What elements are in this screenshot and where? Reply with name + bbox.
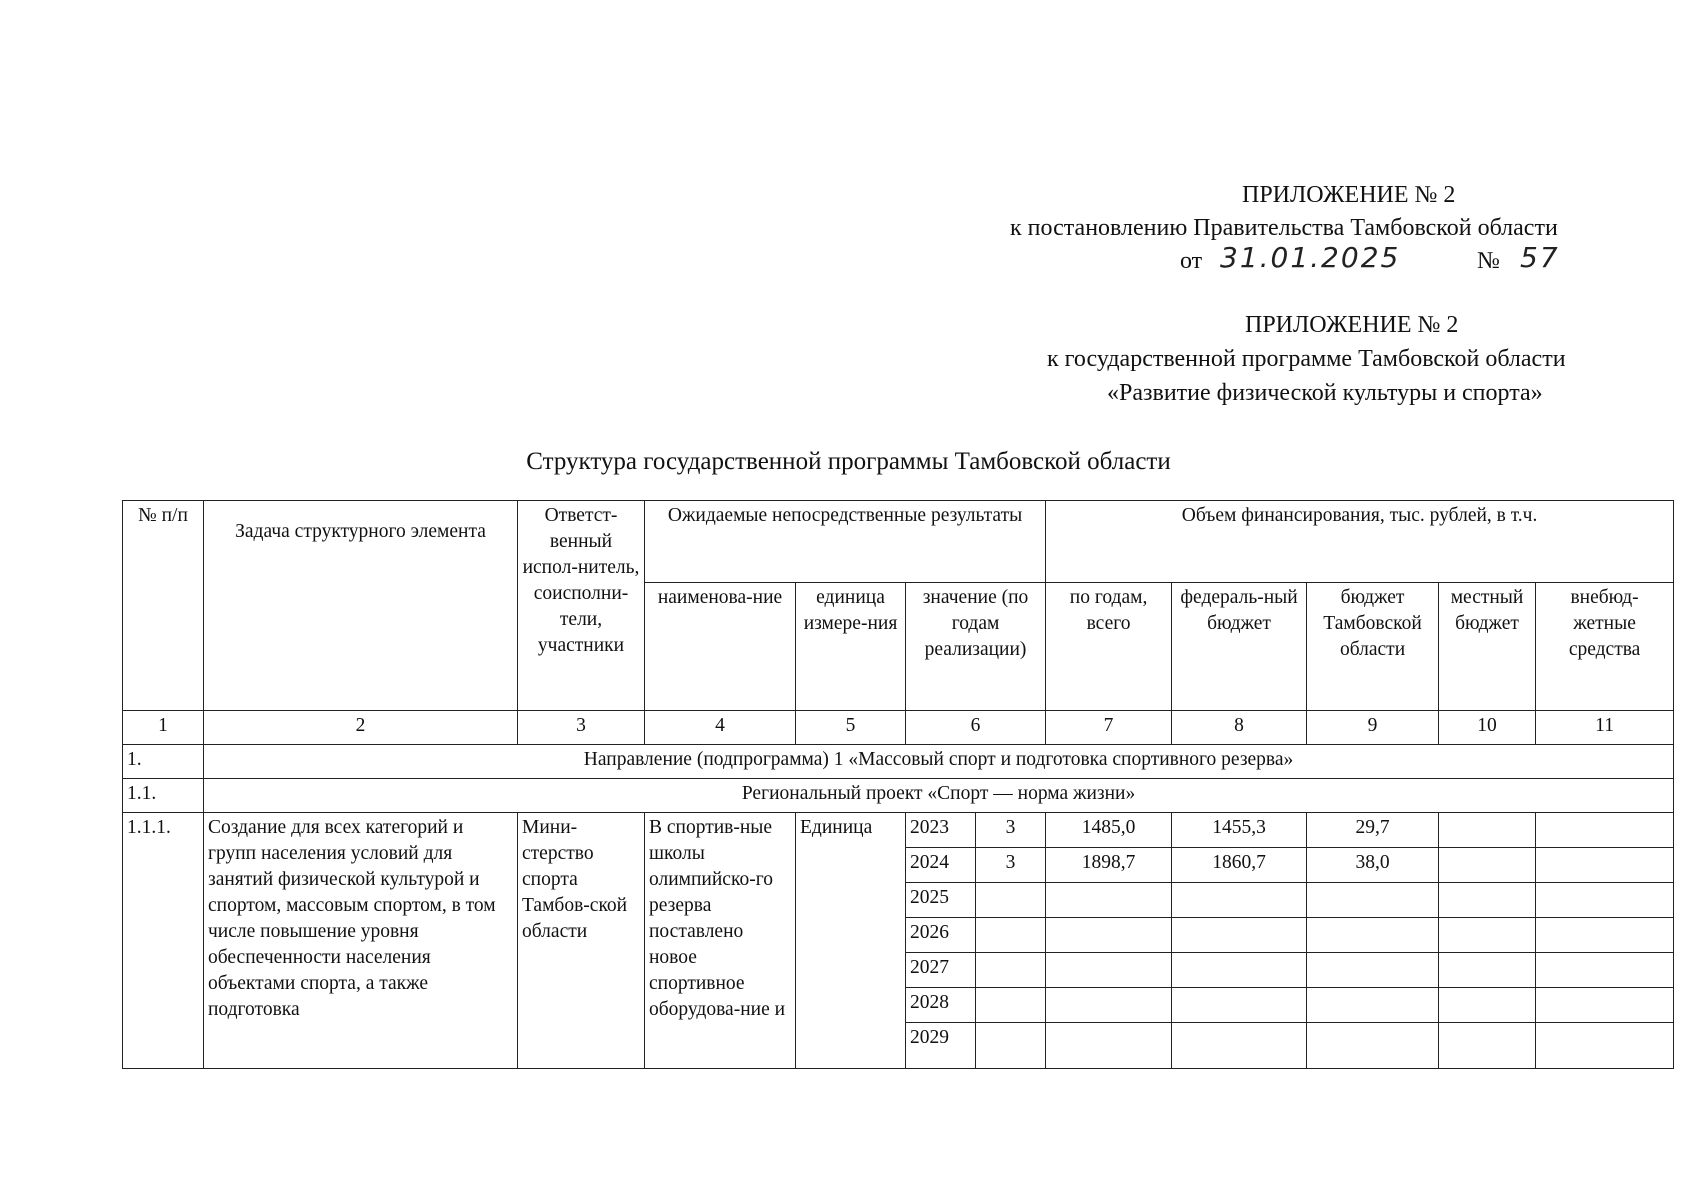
col-header-finance-group: Объем финансирования, тыс. рублей, в т.ч. bbox=[1046, 501, 1674, 583]
year-cell: 2024 bbox=[906, 848, 976, 883]
document-title: Структура государственной программы Тамбовской области bbox=[526, 448, 1171, 475]
year-cell: 2029 bbox=[906, 1023, 976, 1069]
col-header-value: значение (по годам реализации) bbox=[906, 583, 1046, 711]
local-cell bbox=[1439, 813, 1536, 848]
regional-cell: 38,0 bbox=[1307, 848, 1439, 883]
decree-date-handwritten: 31.01.2025 bbox=[1220, 241, 1401, 274]
appendix-program-line: к государственной программе Тамбовской области bbox=[1047, 346, 1566, 372]
local-cell bbox=[1439, 848, 1536, 883]
extra-cell bbox=[1536, 988, 1674, 1023]
column-number: 4 bbox=[645, 711, 796, 745]
federal-cell bbox=[1172, 988, 1307, 1023]
value-cell: 3 bbox=[976, 848, 1046, 883]
column-number: 1 bbox=[123, 711, 204, 745]
local-cell bbox=[1439, 883, 1536, 918]
header-row-1 bbox=[123, 501, 1674, 583]
year-cell: 2027 bbox=[906, 953, 976, 988]
col-header-task: Задача структурного элемента bbox=[204, 501, 518, 711]
total-cell: 1898,7 bbox=[1046, 848, 1172, 883]
total-cell: 1485,0 bbox=[1046, 813, 1172, 848]
section-number: 1.1. bbox=[123, 779, 204, 813]
appendix-decree-line: к постановлению Правительства Тамбовской области bbox=[1010, 215, 1558, 241]
column-number: 9 bbox=[1307, 711, 1439, 745]
federal-cell bbox=[1172, 883, 1307, 918]
program-structure-table bbox=[122, 500, 1674, 1069]
column-number: 11 bbox=[1536, 711, 1674, 745]
total-cell bbox=[1046, 883, 1172, 918]
year-cell: 2026 bbox=[906, 918, 976, 953]
col-header-result-name: наименова-ние bbox=[645, 583, 796, 711]
regional-cell bbox=[1307, 918, 1439, 953]
local-cell bbox=[1439, 988, 1536, 1023]
task-row-year-2023 bbox=[123, 813, 1674, 848]
extra-cell bbox=[1536, 848, 1674, 883]
col-header-federal: федераль-ный бюджет bbox=[1172, 583, 1307, 711]
section-number: 1. bbox=[123, 745, 204, 779]
local-cell bbox=[1439, 1023, 1536, 1069]
total-cell bbox=[1046, 1023, 1172, 1069]
local-cell bbox=[1439, 918, 1536, 953]
col-header-unit: единица измере-ния bbox=[796, 583, 906, 711]
project-title: Региональный проект «Спорт — норма жизни» bbox=[204, 779, 1674, 813]
year-cell: 2028 bbox=[906, 988, 976, 1023]
col-header-total: по годам, всего bbox=[1046, 583, 1172, 711]
federal-cell: 1455,3 bbox=[1172, 813, 1307, 848]
extra-cell bbox=[1536, 813, 1674, 848]
decree-number-label: № bbox=[1477, 248, 1500, 274]
federal-cell bbox=[1172, 953, 1307, 988]
col-header-results-group: Ожидаемые непосредственные результаты bbox=[645, 501, 1046, 583]
col-header-executor: Ответст-венный испол-нитель, соисполни-тели, участники bbox=[518, 501, 645, 711]
value-cell bbox=[976, 988, 1046, 1023]
col-header-num: № п/п bbox=[123, 501, 204, 711]
task-description: Создание для всех категорий и групп населения условий для занятий физической культурой и спортом, массовым спортом, в том числе повышение уровня обеспеченности населения объектами спорта, а также подготовка bbox=[204, 813, 518, 1069]
result-name: В спортив-ные школы олимпийско-го резерва поставлено новое спортивное оборудова-ние и bbox=[645, 813, 796, 1069]
extra-cell bbox=[1536, 918, 1674, 953]
year-cell: 2025 bbox=[906, 883, 976, 918]
column-number: 3 bbox=[518, 711, 645, 745]
federal-cell bbox=[1172, 1023, 1307, 1069]
value-cell bbox=[976, 883, 1046, 918]
extra-cell bbox=[1536, 953, 1674, 988]
appendix-title-2: ПРИЛОЖЕНИЕ № 2 bbox=[1245, 312, 1459, 338]
regional-cell bbox=[1307, 988, 1439, 1023]
col-header-local: местный бюджет bbox=[1439, 583, 1536, 711]
federal-cell bbox=[1172, 918, 1307, 953]
total-cell bbox=[1046, 953, 1172, 988]
task-executor: Мини-стерство спорта Тамбов-ской области bbox=[518, 813, 645, 1069]
column-number: 10 bbox=[1439, 711, 1536, 745]
year-cell: 2023 bbox=[906, 813, 976, 848]
task-number: 1.1.1. bbox=[123, 813, 204, 1069]
regional-cell: 29,7 bbox=[1307, 813, 1439, 848]
appendix-title-1: ПРИЛОЖЕНИЕ № 2 bbox=[1242, 182, 1456, 208]
decree-from-label: от bbox=[1180, 248, 1203, 274]
regional-cell bbox=[1307, 883, 1439, 918]
col-header-regional: бюджет Тамбовской области bbox=[1307, 583, 1439, 711]
regional-cell bbox=[1307, 1023, 1439, 1069]
decree-number-handwritten: 57 bbox=[1520, 241, 1560, 274]
section-title: Направление (подпрограмма) 1 «Массовый спорт и подготовка спортивного резерва» bbox=[204, 745, 1674, 779]
column-number: 8 bbox=[1172, 711, 1307, 745]
value-cell bbox=[976, 953, 1046, 988]
extra-cell bbox=[1536, 883, 1674, 918]
total-cell bbox=[1046, 918, 1172, 953]
section-row-1-1 bbox=[123, 779, 1674, 813]
extra-cell bbox=[1536, 1023, 1674, 1069]
section-row-1 bbox=[123, 745, 1674, 779]
column-number: 5 bbox=[796, 711, 906, 745]
value-cell bbox=[976, 1023, 1046, 1069]
regional-cell bbox=[1307, 953, 1439, 988]
column-number: 7 bbox=[1046, 711, 1172, 745]
value-cell bbox=[976, 918, 1046, 953]
federal-cell: 1860,7 bbox=[1172, 848, 1307, 883]
column-number: 6 bbox=[906, 711, 1046, 745]
result-unit: Единица bbox=[796, 813, 906, 1069]
appendix-program-name: «Развитие физической культуры и спорта» bbox=[1107, 380, 1543, 406]
column-number: 2 bbox=[204, 711, 518, 745]
total-cell bbox=[1046, 988, 1172, 1023]
column-number-row bbox=[123, 711, 1674, 745]
value-cell: 3 bbox=[976, 813, 1046, 848]
col-header-extra: внебюд-жетные средства bbox=[1536, 583, 1674, 711]
local-cell bbox=[1439, 953, 1536, 988]
